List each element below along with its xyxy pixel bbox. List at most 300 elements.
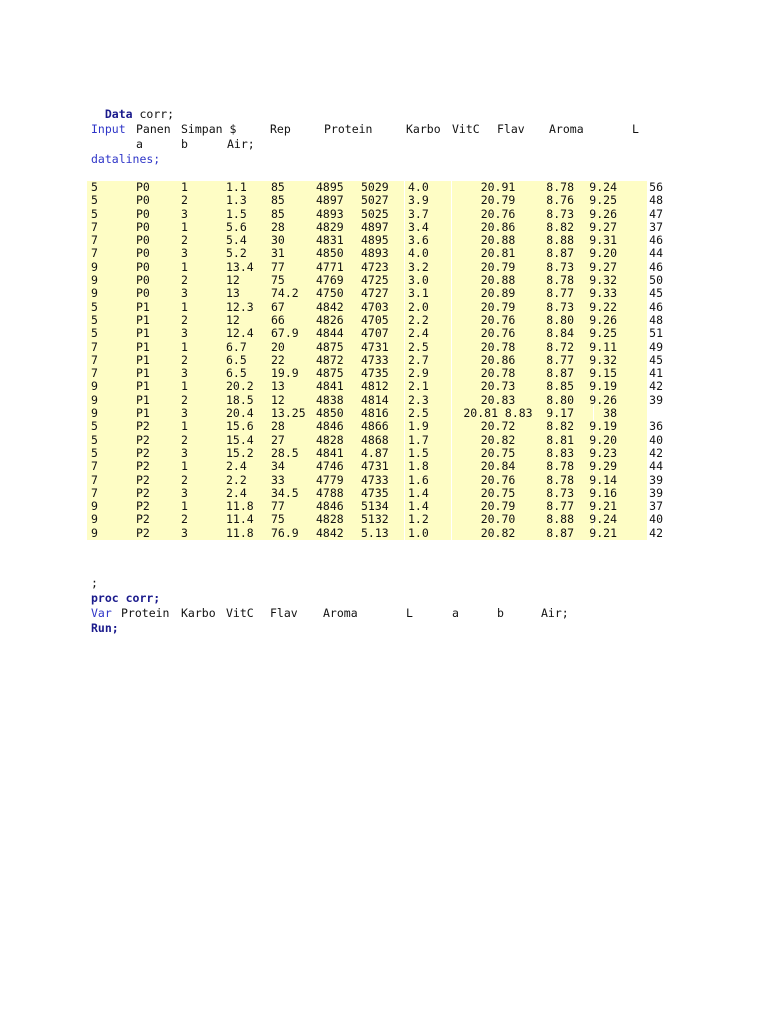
dataline-cell: 6.5	[226, 352, 247, 367]
dataline-cell: 30	[271, 233, 285, 248]
dataline-cell: 1.3	[226, 193, 247, 208]
data-keyword: Data	[104, 107, 133, 121]
dataline-cell: P2	[136, 419, 150, 434]
dataline-cell: 9.31	[589, 233, 617, 248]
input-var: VitC	[452, 122, 480, 136]
dataline-cell: 20.73	[480, 379, 516, 394]
dataline-cell: 48	[649, 193, 663, 208]
dataline-row	[87, 407, 648, 420]
dataline-cell: 13	[226, 286, 240, 301]
dataline-cell: 20.78	[480, 339, 516, 354]
dataline-cell: P2	[136, 445, 150, 460]
dataline-cell: 8.83	[546, 445, 574, 460]
dataline-cell: 5027	[361, 193, 389, 208]
dataline-cell: 15.4	[226, 432, 254, 447]
dataline-cell: 7	[91, 366, 98, 381]
dataline-cell: 39	[649, 472, 663, 487]
dataline-cell: 20.78	[480, 366, 516, 381]
dataline-row	[87, 339, 663, 354]
dataline-cell: 47	[649, 206, 663, 221]
dataline-cell: 2.5	[408, 339, 429, 354]
dataline-cell: 4828	[316, 512, 344, 527]
dataline-cell: 4.87	[361, 445, 389, 460]
dataline-cell: 74.2	[271, 286, 299, 301]
dataline-cell: 2	[181, 193, 188, 208]
input-statement	[91, 122, 651, 136]
dataline-cell: 4838	[316, 392, 344, 407]
dataline-cell: 2.9	[408, 366, 429, 381]
dataline-cell: 20.88	[480, 233, 516, 248]
dataline-cell: 2.2	[226, 472, 247, 487]
input-var: Rep	[270, 122, 291, 136]
dataline-cell: P0	[136, 219, 150, 234]
dataline-cell: 2	[181, 312, 188, 327]
dataline-cell: 4707	[361, 326, 389, 341]
dataline-cell: 9.11	[589, 339, 617, 354]
dataline-cell: 4705	[361, 312, 389, 327]
dataline-cell: 6.7	[226, 339, 247, 354]
dataline-cell: 44	[649, 459, 663, 474]
dataline-cell: P1	[136, 366, 150, 381]
dataline-cell: P2	[136, 472, 150, 487]
dataline-cell: 13.4	[226, 259, 254, 274]
dataline-row	[87, 432, 663, 447]
dataline-cell: 39	[649, 485, 663, 500]
dataline-row	[87, 233, 663, 248]
dataline-cell: 20.84	[480, 459, 516, 474]
dataline-cell: 9.23	[589, 445, 617, 460]
dataline-cell: 7	[91, 233, 98, 248]
dataline-cell: 5134	[361, 499, 389, 514]
dataline-cell: 3	[181, 246, 188, 261]
dataline-cell: 20.91	[480, 180, 516, 194]
dataline-row	[87, 485, 663, 500]
dataline-cell: 18.5	[226, 392, 254, 407]
dataline-cell: 15.2	[226, 445, 254, 460]
dataline-cell: 20.75	[480, 485, 516, 500]
dataline-cell: 9.15	[589, 366, 617, 381]
dataline-cell: 20.86	[480, 352, 516, 367]
dataline-cell: 12.3	[226, 299, 254, 314]
dataline-cell: 15.6	[226, 419, 254, 434]
dataline-cell: P1	[136, 299, 150, 314]
dataline-row	[87, 206, 663, 221]
dataline-cell: P2	[136, 459, 150, 474]
dataline-cell: 7	[91, 485, 98, 500]
dataline-cell: P0	[136, 286, 150, 301]
dataline-cell: 31	[271, 246, 285, 261]
dataline-cell: 20	[271, 339, 285, 354]
dataline-cell: 8.73	[546, 485, 574, 500]
dataline-cell: 33	[271, 472, 285, 487]
dataline-cell: 9.21	[589, 525, 617, 540]
dataline-cell: 12	[271, 392, 285, 407]
dataline-cell: 20.86	[480, 219, 516, 234]
var-item: Protein	[121, 606, 170, 620]
dataline-cell: 4897	[361, 219, 389, 234]
dataline-cell: 85	[271, 180, 285, 194]
dataline-cell: 20.76	[480, 472, 516, 487]
dataline-cell: 3	[181, 286, 188, 301]
dataline-cell: 8.73	[546, 259, 574, 274]
dataline-cell: 9	[91, 259, 98, 274]
dataline-cell: 4746	[316, 459, 344, 474]
dataline-cell: 5.2	[226, 246, 247, 261]
dataline-cell: 34.5	[271, 485, 299, 500]
dataline-cell: 42	[649, 379, 663, 394]
dataline-cell: 3.4	[408, 219, 429, 234]
datalines-block	[87, 180, 663, 540]
dataline-cell: 12	[226, 273, 240, 288]
dataline-cell: 4846	[316, 419, 344, 434]
dataline-cell: 41	[649, 366, 663, 381]
dataline-cell: 4842	[316, 525, 344, 540]
dataline-cell: 9.20	[589, 246, 617, 261]
dataline-cell: 8.77	[546, 286, 574, 301]
dataline-cell: 36	[649, 419, 663, 434]
dataline-cell: 20.81	[480, 246, 516, 261]
dataline-cell: 12.4	[226, 326, 254, 341]
dataline-cell: 3	[181, 525, 188, 540]
dataline-cell: 4727	[361, 286, 389, 301]
dataline-cell: 4850	[316, 246, 344, 261]
dataline-cell: 3.2	[408, 259, 429, 274]
dataline-cell: 2.0	[408, 299, 429, 314]
input-var: b	[181, 137, 188, 151]
dataline-cell: 40	[649, 432, 663, 447]
dataline-cell: 66	[271, 312, 285, 327]
dataline-cell: 2	[181, 432, 188, 447]
dataline-cell: 9.25	[589, 193, 617, 208]
dataline-cell: 4868	[361, 432, 389, 447]
dataline-row	[87, 499, 663, 514]
dataline-row	[87, 299, 663, 314]
dataline-cell: 20.75	[480, 445, 516, 460]
dataline-cell: 9.26	[589, 206, 617, 221]
dataline-cell: 20.82	[480, 525, 516, 540]
dataline-cell: 4814	[361, 392, 389, 407]
dataline-cell: 9.19	[589, 419, 617, 434]
dataline-row	[87, 472, 663, 487]
dataline-cell: P1	[136, 326, 150, 341]
dataline-cell: 20.76	[480, 206, 516, 221]
dataline-cell: 5	[91, 180, 98, 194]
dataline-cell: 4875	[316, 366, 344, 381]
input-var: Flav	[497, 122, 525, 136]
dataline-cell: 2.3	[408, 392, 429, 407]
dataline-cell: 13.25	[271, 406, 306, 421]
dataline-cell: 8.78	[546, 472, 574, 487]
dataline-cell: 67	[271, 299, 285, 314]
var-item: a	[452, 606, 459, 620]
dataline-cell: 50	[649, 273, 663, 288]
dataline-cell: 4812	[361, 379, 389, 394]
dataline-cell: 28	[271, 419, 285, 434]
dataline-cell: 4725	[361, 273, 389, 288]
dataline-cell: 1	[181, 459, 188, 474]
dataline-cell: 4895	[316, 180, 344, 194]
dataline-cell: 8.78	[546, 273, 574, 288]
input-var: Aroma	[549, 122, 584, 136]
dataline-cell: 3	[181, 206, 188, 221]
dataline-cell: 8.85	[546, 379, 574, 394]
dataline-cell: 40	[649, 512, 663, 527]
dataline-cell: 5025	[361, 206, 389, 221]
dataline-cell: 2.7	[408, 352, 429, 367]
dataline-cell: 9.22	[589, 299, 617, 314]
dataline-cell: P0	[136, 193, 150, 208]
dataline-cell: 5	[91, 432, 98, 447]
dataline-row	[87, 366, 663, 381]
dataline-cell: 8.72	[546, 339, 574, 354]
dataline-cell: 8.88	[546, 233, 574, 248]
dataline-cell: 77	[271, 259, 285, 274]
dataline-cell: 5.6	[226, 219, 247, 234]
dataline-cell: P1	[136, 352, 150, 367]
dataline-cell: 20.83	[480, 392, 516, 407]
dataline-cell: 4731	[361, 339, 389, 354]
dataline-cell: 4875	[316, 339, 344, 354]
dataline-cell: 1	[181, 219, 188, 234]
dataline-cell: 20.79	[480, 259, 516, 274]
dataline-cell: 7	[91, 472, 98, 487]
dataline-cell: 11.4	[226, 512, 254, 527]
data-statement	[91, 93, 175, 121]
dataline-cell: 3.6	[408, 233, 429, 248]
dataline-cell: 1.8	[408, 459, 429, 474]
dataline-row	[87, 273, 663, 288]
input-var: Panen	[136, 122, 171, 136]
dataline-cell: P2	[136, 512, 150, 527]
dataline-cell: 4872	[316, 352, 344, 367]
dataline-cell: 9	[91, 512, 98, 527]
dataline-cell: 1.4	[408, 485, 429, 500]
dataline-cell: 2.4	[226, 459, 247, 474]
dataline-cell: 5	[91, 299, 98, 314]
dataline-cell: 4842	[316, 299, 344, 314]
dataline-cell: 3.1	[408, 286, 429, 301]
dataline-cell: 4831	[316, 233, 344, 248]
dataline-cell: 4788	[316, 485, 344, 500]
dataline-cell: 4735	[361, 485, 389, 500]
dataline-cell: P0	[136, 259, 150, 274]
dataline-cell: 2.2	[408, 312, 429, 327]
dataline-cell: 8.87	[546, 525, 574, 540]
dataline-cell: 4826	[316, 312, 344, 327]
dataline-cell: 1.9	[408, 419, 429, 434]
dataline-cell: 5.13	[361, 525, 389, 540]
dataline-cell: 4893	[316, 206, 344, 221]
dataline-cell: 1.2	[408, 512, 429, 527]
dataline-cell: 8.77	[546, 352, 574, 367]
dataline-row	[87, 219, 663, 234]
dataline-cell: 20.76	[480, 326, 516, 341]
dataline-cell: 7	[91, 459, 98, 474]
dataline-cell: P2	[136, 525, 150, 540]
dataline-cell: 3	[181, 326, 188, 341]
dataline-cell: 4893	[361, 246, 389, 261]
input-var: Protein	[324, 122, 373, 136]
dataline-cell: 45	[649, 286, 663, 301]
dataline-cell: 20.4	[226, 406, 254, 421]
dataline-row	[87, 379, 663, 394]
dataline-cell: P1	[136, 406, 150, 421]
dataline-cell: 4723	[361, 259, 389, 274]
dataline-row	[87, 525, 663, 540]
dataline-cell: P0	[136, 273, 150, 288]
dataline-cell: 9	[91, 525, 98, 540]
dataline-cell: 8.87	[546, 366, 574, 381]
input-var: Air;	[227, 137, 255, 151]
dataline-cell: 5	[91, 419, 98, 434]
dataline-cell: 6.5	[226, 366, 247, 381]
dataline-cell: 19.9	[271, 366, 299, 381]
var-item: b	[497, 606, 504, 620]
dataline-cell: 1.6	[408, 472, 429, 487]
dataline-cell: 1	[181, 180, 188, 194]
dataline-cell: 4850	[316, 406, 344, 421]
dataline-cell: 38	[603, 406, 617, 421]
dataline-cell: 1.7	[408, 432, 429, 447]
dataline-cell: 8.80	[546, 392, 574, 407]
dataline-cell: 2	[181, 392, 188, 407]
var-item: Aroma	[323, 606, 358, 620]
dataline-cell: 2	[181, 352, 188, 367]
dataline-cell: 37	[649, 499, 663, 514]
dataline-cell: 8.77	[546, 499, 574, 514]
input-var: L	[632, 122, 639, 136]
dataline-cell: 9.29	[589, 459, 617, 474]
dataline-cell: 4828	[316, 432, 344, 447]
dataline-cell: 5	[91, 312, 98, 327]
dataline-cell: 9	[91, 273, 98, 288]
dataline-cell: 8.76	[546, 193, 574, 208]
dataline-cell: 4844	[316, 326, 344, 341]
var-item: L	[406, 606, 413, 620]
dataline-cell: 9	[91, 499, 98, 514]
dataline-cell: 4731	[361, 459, 389, 474]
proc-statement: proc corr;	[91, 591, 161, 605]
dataline-cell: 2	[181, 273, 188, 288]
dataline-cell: P0	[136, 233, 150, 248]
dataline-cell: 20.2	[226, 379, 254, 394]
var-item: Karbo	[181, 606, 216, 620]
dataline-cell: 28.5	[271, 445, 299, 460]
dataline-cell: 4816	[361, 406, 389, 421]
dataline-cell: 45	[649, 352, 663, 367]
dataline-cell: 4841	[316, 379, 344, 394]
var-item: Air;	[541, 606, 569, 620]
dataline-cell: 9	[91, 286, 98, 301]
dataline-cell: 3	[181, 445, 188, 460]
dataline-cell: 8.82	[546, 419, 574, 434]
dataline-cell: P2	[136, 499, 150, 514]
dataline-cell: 9.26	[589, 312, 617, 327]
dataline-cell: 9.17	[546, 406, 574, 421]
dataline-cell: 8.78	[546, 459, 574, 474]
var-item: VitC	[226, 606, 254, 620]
dataline-cell: 1	[181, 259, 188, 274]
dataline-cell: 1	[181, 339, 188, 354]
dataline-cell: 75	[271, 512, 285, 527]
dataline-cell: 5132	[361, 512, 389, 527]
dataline-cell: 5029	[361, 180, 389, 194]
dataline-cell: 75	[271, 273, 285, 288]
dataline-cell: 5	[91, 193, 98, 208]
dataline-cell: 4703	[361, 299, 389, 314]
dataline-cell: 7	[91, 339, 98, 354]
dataline-cell: P2	[136, 432, 150, 447]
dataline-cell: 4846	[316, 499, 344, 514]
dataline-cell: 9.14	[589, 472, 617, 487]
dataline-cell: 5	[91, 445, 98, 460]
dataline-cell: 20.81 8.83	[463, 406, 533, 421]
dataline-cell: 3	[181, 485, 188, 500]
dataline-cell: 20.82	[480, 432, 516, 447]
dataline-cell: 4769	[316, 273, 344, 288]
dataline-cell: P1	[136, 339, 150, 354]
dataline-cell: 9.32	[589, 352, 617, 367]
dataline-cell: 22	[271, 352, 285, 367]
dataline-cell: 4771	[316, 259, 344, 274]
dataline-row	[87, 419, 663, 434]
dataline-cell: 4733	[361, 352, 389, 367]
dataline-cell: 5	[91, 206, 98, 221]
dataline-cell: 49	[649, 339, 663, 354]
datalines-terminator: ;	[91, 576, 98, 590]
dataline-cell: 4750	[316, 286, 344, 301]
dataline-cell: 4.0	[408, 180, 429, 194]
dataline-cell: 4897	[316, 193, 344, 208]
dataline-cell: 9.32	[589, 273, 617, 288]
dataline-cell: 9.33	[589, 286, 617, 301]
dataline-cell: 2.4	[408, 326, 429, 341]
dataline-cell: 3.7	[408, 206, 429, 221]
dataline-cell: P1	[136, 312, 150, 327]
dataline-cell: P0	[136, 246, 150, 261]
input-var: Karbo	[406, 122, 441, 136]
dataline-cell: 7	[91, 352, 98, 367]
dataline-cell: 1	[181, 499, 188, 514]
dataline-cell: 67.9	[271, 326, 299, 341]
input-var: a	[136, 137, 143, 151]
dataline-cell: 20.72	[480, 419, 516, 434]
dataline-cell: 4733	[361, 472, 389, 487]
dataline-cell: 12	[226, 312, 240, 327]
dataline-row	[87, 286, 663, 301]
dataline-cell: 4779	[316, 472, 344, 487]
dataline-cell: 9.21	[589, 499, 617, 514]
dataline-cell: 20.89	[480, 286, 516, 301]
dataline-cell: 8.88	[546, 512, 574, 527]
dataline-cell: 1.5	[408, 445, 429, 460]
dataline-cell: 8.73	[546, 299, 574, 314]
dataline-row	[87, 180, 663, 194]
dataline-cell: 8.87	[546, 246, 574, 261]
dataline-cell: 9	[91, 392, 98, 407]
dataline-row	[87, 312, 663, 327]
var-keyword: Var	[91, 606, 112, 620]
dataline-cell: 5.4	[226, 233, 247, 248]
run-statement: Run;	[91, 621, 119, 635]
var-statement	[91, 606, 651, 620]
dataline-cell: 2.4	[226, 485, 247, 500]
dataline-cell: 85	[271, 193, 285, 208]
dataline-cell: 11.8	[226, 525, 254, 540]
dataline-row	[87, 392, 663, 407]
dataline-cell: 1	[181, 379, 188, 394]
dataline-row	[87, 246, 663, 261]
